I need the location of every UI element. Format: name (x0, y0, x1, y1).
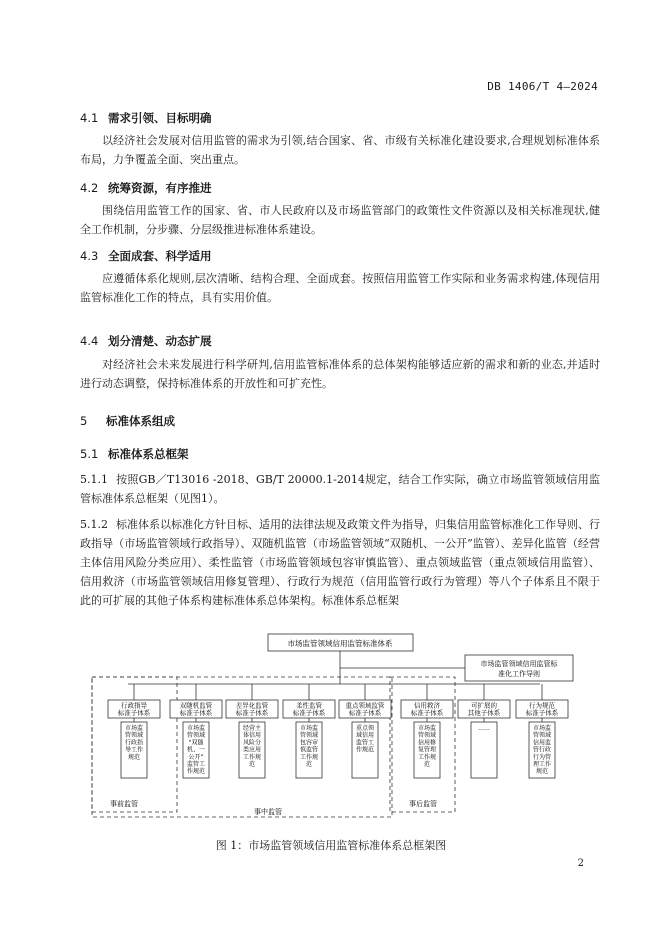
sub-child-line: 体信用 (242, 732, 262, 740)
sub-child-line: 复管理 (417, 746, 437, 754)
sub-child-line: 机、一 (186, 746, 206, 754)
guide-line-2: 准化工作导则 (498, 670, 540, 678)
guide-line-1: 市场监管领域信用监管标 (480, 660, 558, 668)
sub-child-line: 规范 (535, 768, 549, 776)
sub-child-line: 市场监 (299, 725, 319, 732)
sub-child-line: 作规范 (186, 768, 206, 776)
sub-child-line: 类应用 (242, 746, 262, 754)
page-number: 2 (577, 858, 584, 869)
clause-number: 5.1.2 (80, 518, 108, 531)
root-label (288, 638, 393, 648)
heading-number: 4.4 (80, 334, 99, 348)
sub-child-line: 范 (305, 761, 313, 768)
sub-title-line: 标准子体系 (292, 709, 326, 717)
sub-child-line: 风险分 (242, 739, 262, 747)
sub-system-7 (458, 684, 510, 778)
sub-child-line: 作规范 (355, 746, 375, 754)
sub-child-line: 监管工 (355, 739, 375, 747)
sub-child-line: 管领域 (532, 732, 552, 740)
clause-text: 标准体系以标准化方针目标、适用的法律法规及政策文件为指导，归集信用监管标准化工作导则、行政指导（市场监管领域行政指导）、双随机监管（市场监管领域“双随机、一公开”监管）、差异化监管（经营主体信用风险分类应用）、柔性监管（市场监管领域包容审慎监管）、重点领域监管（重点领域信用监管）、信用救济（市场监管领域信用修复管理）、行政行为规范（信用监管行政行为管理）等八个子体系且不限于此的可扩展的其他子体系构建标准体系总体架构。标准体系总框架 (80, 518, 600, 607)
sub-child-line: 信用修 (417, 739, 437, 747)
sub-child-line: 管行政 (532, 746, 552, 754)
heading-title: 全面成套、科学适用 (108, 249, 212, 263)
paragraph-4-2: 围绕信用监管工作的国家、省、市人民政府以及市场监管部门的政策性文件资源以及相关标准现状,健全工作机制，分步骤、分层级推进标准体系建设。 (80, 204, 600, 236)
clause-number: 5.1.1 (80, 473, 108, 486)
sub-child-line: 域信用 (355, 732, 375, 740)
sub-system-8 (516, 684, 568, 778)
sub-child-line: 导工作 (124, 746, 144, 754)
sub-child-line: 管领域 (124, 732, 144, 740)
figure-caption: 图 1：市场监管领域信用监管标准体系总框架图 (215, 839, 447, 852)
sub-child-line: 经营主 (242, 725, 262, 732)
sub-title-line: 重点领域监管 (345, 701, 385, 710)
sub-child-line: 管领域 (186, 732, 206, 740)
sub-child-line: 工作规 (299, 753, 319, 761)
sub-title-line: 标准子体系 (179, 709, 213, 717)
sub-child-line: 市场监 (124, 725, 144, 732)
heading-title: 统筹资源，有序推进 (108, 181, 212, 195)
sub-title-line: 标准子体系 (525, 709, 559, 717)
sub-child-line: 管领域 (417, 732, 437, 740)
heading-title: 划分清楚、动态扩展 (108, 334, 212, 348)
group-label-post: 事后监管 (409, 800, 437, 808)
sub-child-line: 市场监 (186, 725, 206, 732)
sub-title-line: 可扩展的 (471, 701, 497, 710)
sub-title-line: 行为规范 (529, 701, 555, 710)
sub-child-line: 范 (248, 761, 256, 768)
sub-title-line: 行政指导 (121, 701, 147, 710)
sub-title-line: 其他子体系 (467, 709, 501, 717)
sub-child-line: 信用监 (532, 739, 552, 747)
sub-system-4 (283, 684, 335, 778)
sub-child-line: 市场监 (532, 725, 552, 732)
sub-title-line: 标准子体系 (117, 709, 151, 717)
sub-child-line: 市场监 (417, 725, 437, 732)
sub-system-6 (401, 684, 453, 778)
sub-title-line: 标准子体系 (348, 709, 382, 717)
paragraph-4-4: 对经济社会未来发展进行科学研判,信用监管标准体系的总体架构能够适应新的需求和新的业态,并适时进行动态调整，保持标准体系的开放性和可扩充性。 (80, 358, 600, 390)
sub-system-3 (226, 684, 278, 778)
heading-number: 4.2 (80, 181, 99, 195)
group-label-pre: 事前监管 (110, 800, 138, 808)
sub-child-line: 工作规 (417, 753, 437, 761)
sub-system-5 (339, 684, 391, 778)
sub-child-line: 行为管 (532, 753, 552, 761)
document-code: DB 1406/T 4—2024 (487, 80, 598, 93)
sub-child-line: 公开” (188, 753, 204, 761)
sub-child-line: 行政指 (124, 739, 144, 747)
sub-title-line: 标准子体系 (235, 709, 269, 717)
sub-title-line: 差异化监管 (235, 701, 269, 710)
heading-title: 标准体系组成 (106, 414, 175, 428)
clause-text: 按照GB／T13016 -2018、GB/T 20000.1-2014规定，结合工作实际，确立市场监管领域信用监管标准体系总框架（见图1）。 (80, 473, 600, 505)
sub-child-line: 理工作 (532, 761, 552, 768)
heading-title: 需求引领、目标明确 (108, 111, 212, 125)
sub-child-line: …… (478, 725, 490, 732)
sub-system-2 (170, 684, 222, 778)
sub-child-line: 规范 (127, 753, 141, 761)
heading-number: 4.1 (80, 111, 99, 125)
group-label-mid: 事中监管 (254, 808, 282, 816)
sub-child-line: 重点领 (355, 725, 375, 732)
sub-child-line: 慎监管 (299, 746, 319, 754)
sub-child-line: 包容审 (299, 739, 319, 747)
heading-title: 标准体系总框架 (108, 447, 189, 461)
heading-number: 5.1 (80, 447, 99, 461)
paragraph-4-1: 以经济社会发展对信用监管的需求为引领,结合国家、省、市级有关标准化建设要求,合理规划标准体系布局，力争覆盖全面、突出重点。 (80, 134, 600, 166)
heading-number: 5 (80, 414, 88, 428)
sub-title-line: 柔性监管 (296, 701, 322, 710)
sub-title-line: 标准子体系 (410, 709, 444, 717)
sub-child-line: 管领域 (299, 732, 319, 740)
paragraph-4-3: 应遵循体系化规则,层次清晰、结构合理、全面成套。按照信用监管工作实际和业务需求构建,体现信用监管标准化工作的特点，具有实用价值。 (80, 272, 600, 304)
root-title: 市场监管领域信用监管标准体系 (287, 639, 393, 648)
sub-child-line: 监管工 (186, 761, 206, 768)
sub-child-line: 范 (423, 761, 431, 768)
sub-title-line: 信用救济 (414, 701, 440, 710)
sub-title-line: 双随机监管 (179, 701, 213, 710)
sub-child-line: 工作规 (242, 753, 262, 761)
sub-child-line: “双随 (188, 739, 204, 747)
sub-system-1 (108, 684, 160, 778)
heading-number: 4.3 (80, 249, 99, 263)
